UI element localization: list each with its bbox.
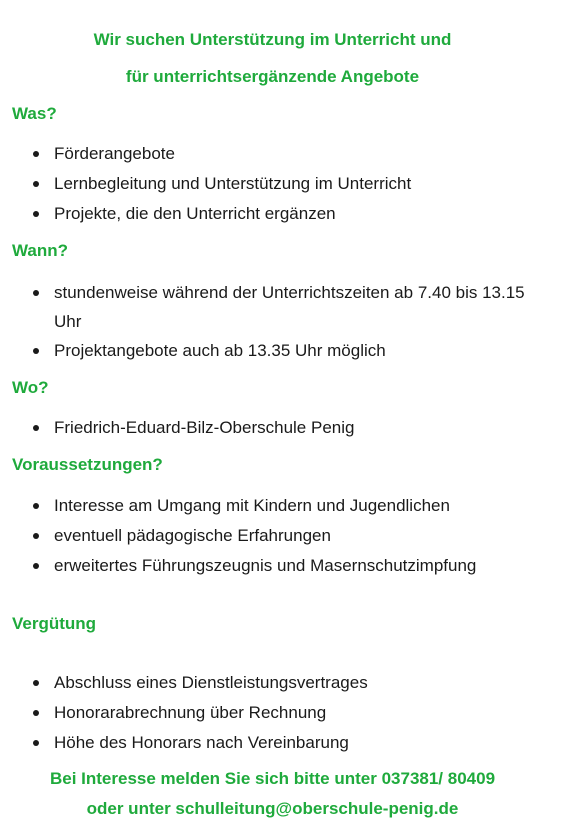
footer-email-line: oder unter schulleitung@oberschule-penig.de — [86, 799, 459, 818]
list-item: Abschluss eines Dienstleistungsvertrages — [0, 668, 540, 698]
was-list — [0, 139, 540, 229]
list-item: Interesse am Umgang mit Kindern und Jugendlichen — [0, 491, 540, 521]
heading-was: Was? — [12, 104, 57, 123]
list-item: Friedrich-Eduard-Bilz-Oberschule Penig — [0, 413, 540, 443]
heading-verguetung: Vergütung — [12, 614, 97, 633]
list-item: Höhe des Honorars nach Vereinbarung — [0, 728, 540, 758]
list-item: stundenweise während der Unterrichtszeiten ab 7.40 bis 13.15 Uhr — [0, 278, 540, 336]
wo-list — [0, 413, 540, 443]
wann-list — [0, 278, 540, 366]
heading-wo: Wo? — [12, 378, 49, 397]
title-line-1: Wir suchen Unterstützung im Unterricht und — [93, 30, 452, 49]
heading-wann: Wann? — [12, 241, 69, 260]
verguetung-list — [0, 668, 540, 758]
list-item: eventuell pädagogische Erfahrungen — [0, 521, 540, 551]
title-line-2: für unterrichtsergänzende Angebote — [125, 67, 420, 86]
list-item: Projektangebote auch ab 13.35 Uhr möglich — [0, 336, 540, 366]
list-item: Lernbegleitung und Unterstützung im Unterricht — [0, 169, 540, 199]
heading-voraussetzungen: Voraussetzungen? — [12, 455, 163, 474]
voraussetzungen-list — [0, 491, 540, 581]
list-item: Projekte, die den Unterricht ergänzen — [0, 199, 540, 229]
list-item: Förderangebote — [0, 139, 540, 169]
footer-phone-line: Bei Interesse melden Sie sich bitte unter 037381/ 80409 — [49, 769, 496, 788]
list-item: erweitertes Führungszeugnis und Masernschutzimpfung — [0, 551, 540, 581]
list-item: Honorarabrechnung über Rechnung — [0, 698, 540, 728]
